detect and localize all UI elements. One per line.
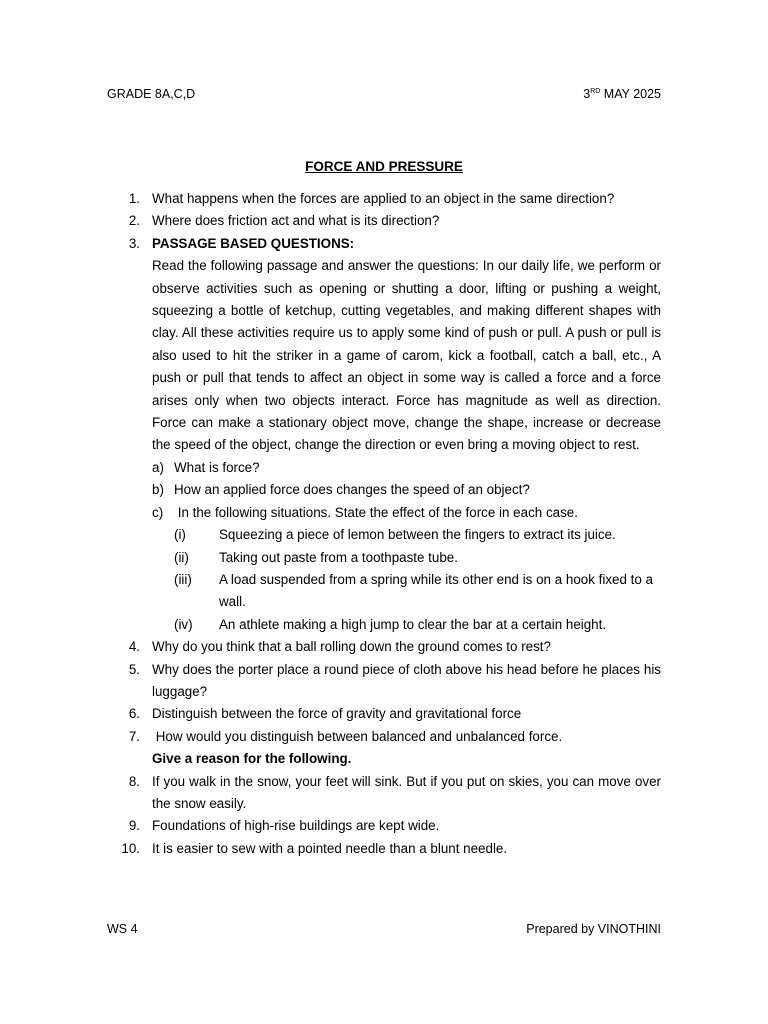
date-suffix: RD	[590, 87, 601, 95]
sub-question-c	[0, 502, 661, 524]
question-number: 3.	[128, 235, 140, 251]
question-number: 8.	[128, 773, 140, 789]
prepared-by: Prepared by VINOTHINI	[526, 922, 661, 936]
question-6	[0, 703, 661, 725]
situation-text: Squeezing a piece of lemon between the fingers to extract its juice.	[219, 527, 616, 543]
question-5	[0, 659, 661, 704]
sub-question-a	[0, 457, 661, 479]
question-7	[0, 726, 661, 748]
question-number: 4.	[128, 639, 140, 655]
question-number: 2.	[128, 213, 140, 229]
question-text: It is easier to sew with a pointed needle than a blunt needle.	[152, 840, 508, 856]
question-3	[0, 233, 661, 255]
date-rest: MAY 2025	[600, 87, 661, 101]
grade-label: GRADE 8A,C,D	[107, 87, 196, 101]
situation-text: Taking out paste from a toothpaste tube.	[219, 549, 458, 565]
situation-i	[0, 524, 661, 546]
situation-label: (ii)	[174, 549, 189, 565]
date-day: 3	[583, 87, 591, 101]
sub-question-text: How an applied force does changes the speed of an object?	[174, 482, 530, 498]
situation-label: (iv)	[174, 616, 193, 632]
question-text: Foundations of high-rise buildings are kept wide.	[152, 818, 440, 834]
reason-heading: Give a reason for the following.	[152, 751, 352, 767]
question-list	[0, 188, 768, 860]
situation-ii	[0, 547, 661, 569]
question-10	[0, 838, 661, 860]
question-1	[0, 188, 661, 210]
question-4	[0, 636, 661, 658]
question-text: Distinguish between the force of gravity and gravitational force	[152, 706, 522, 722]
question-2	[0, 210, 661, 232]
passage-heading: PASSAGE BASED QUESTIONS:	[152, 235, 355, 251]
passage-text: Read the following passage and answer the questions: In our daily life, we perform or observe activities such as opening or shutting a door, lifting or pushing a weight, squeezing a bottle of ketchup, cutting vegetables, and making different shapes with clay. All these activities require us to apply some kind of push or pull. A push or pull is also used to hit the striker in a game of carom, kick a football, catch a ball, etc., A push or pull that tends to affect an object in some way is called a force and a force arises only when two objects interact. Force has magnitude as well as direction. Force can make a stationary object move, change the shape, increase or decrease the speed of the object, change the direction or even bring a moving object to rest.	[152, 258, 661, 453]
question-text: Why does the porter place a round piece of cloth above his head before he places his luggage?	[152, 661, 661, 699]
situation-text: A load suspended from a spring while its other end is on a hook fixed to a wall.	[219, 571, 653, 610]
sub-question-text: What is force?	[174, 459, 260, 475]
question-number: 9.	[128, 818, 140, 834]
question-number: 5.	[128, 661, 140, 677]
question-text: How would you distinguish between balanced and unbalanced force.	[152, 728, 563, 744]
sub-question-label: a)	[152, 459, 164, 475]
sub-question-text: In the following situations. State the effect of the force in each case.	[174, 504, 578, 520]
sub-question-label: c)	[152, 504, 164, 520]
question-8	[0, 771, 661, 816]
date-label	[583, 87, 661, 101]
situation-text: An athlete making a high jump to clear the bar at a certain height.	[219, 616, 607, 632]
question-text: What happens when the forces are applied to an object in the same direction?	[152, 191, 615, 206]
worksheet-code: WS 4	[107, 922, 138, 936]
question-text: If you walk in the snow, your feet will sink. But if you put on skies, you can move over the snow easily.	[152, 773, 661, 811]
worksheet-title	[0, 159, 768, 174]
situation-label: (i)	[174, 527, 186, 543]
situation-label: (iii)	[174, 571, 192, 587]
question-number: 7.	[128, 728, 140, 744]
question-number: 10.	[121, 840, 140, 856]
question-number: 1.	[128, 191, 140, 206]
situation-iii	[0, 569, 661, 614]
title-text: FORCE AND PRESSURE	[305, 159, 463, 174]
sub-question-b	[0, 479, 661, 501]
sub-question-label: b)	[152, 482, 164, 498]
situation-iv	[0, 614, 661, 636]
question-9	[0, 815, 661, 837]
question-number: 6.	[128, 706, 140, 722]
question-text: Why do you think that a ball rolling down the ground comes to rest?	[152, 639, 551, 655]
question-text: Where does friction act and what is its direction?	[152, 213, 440, 229]
